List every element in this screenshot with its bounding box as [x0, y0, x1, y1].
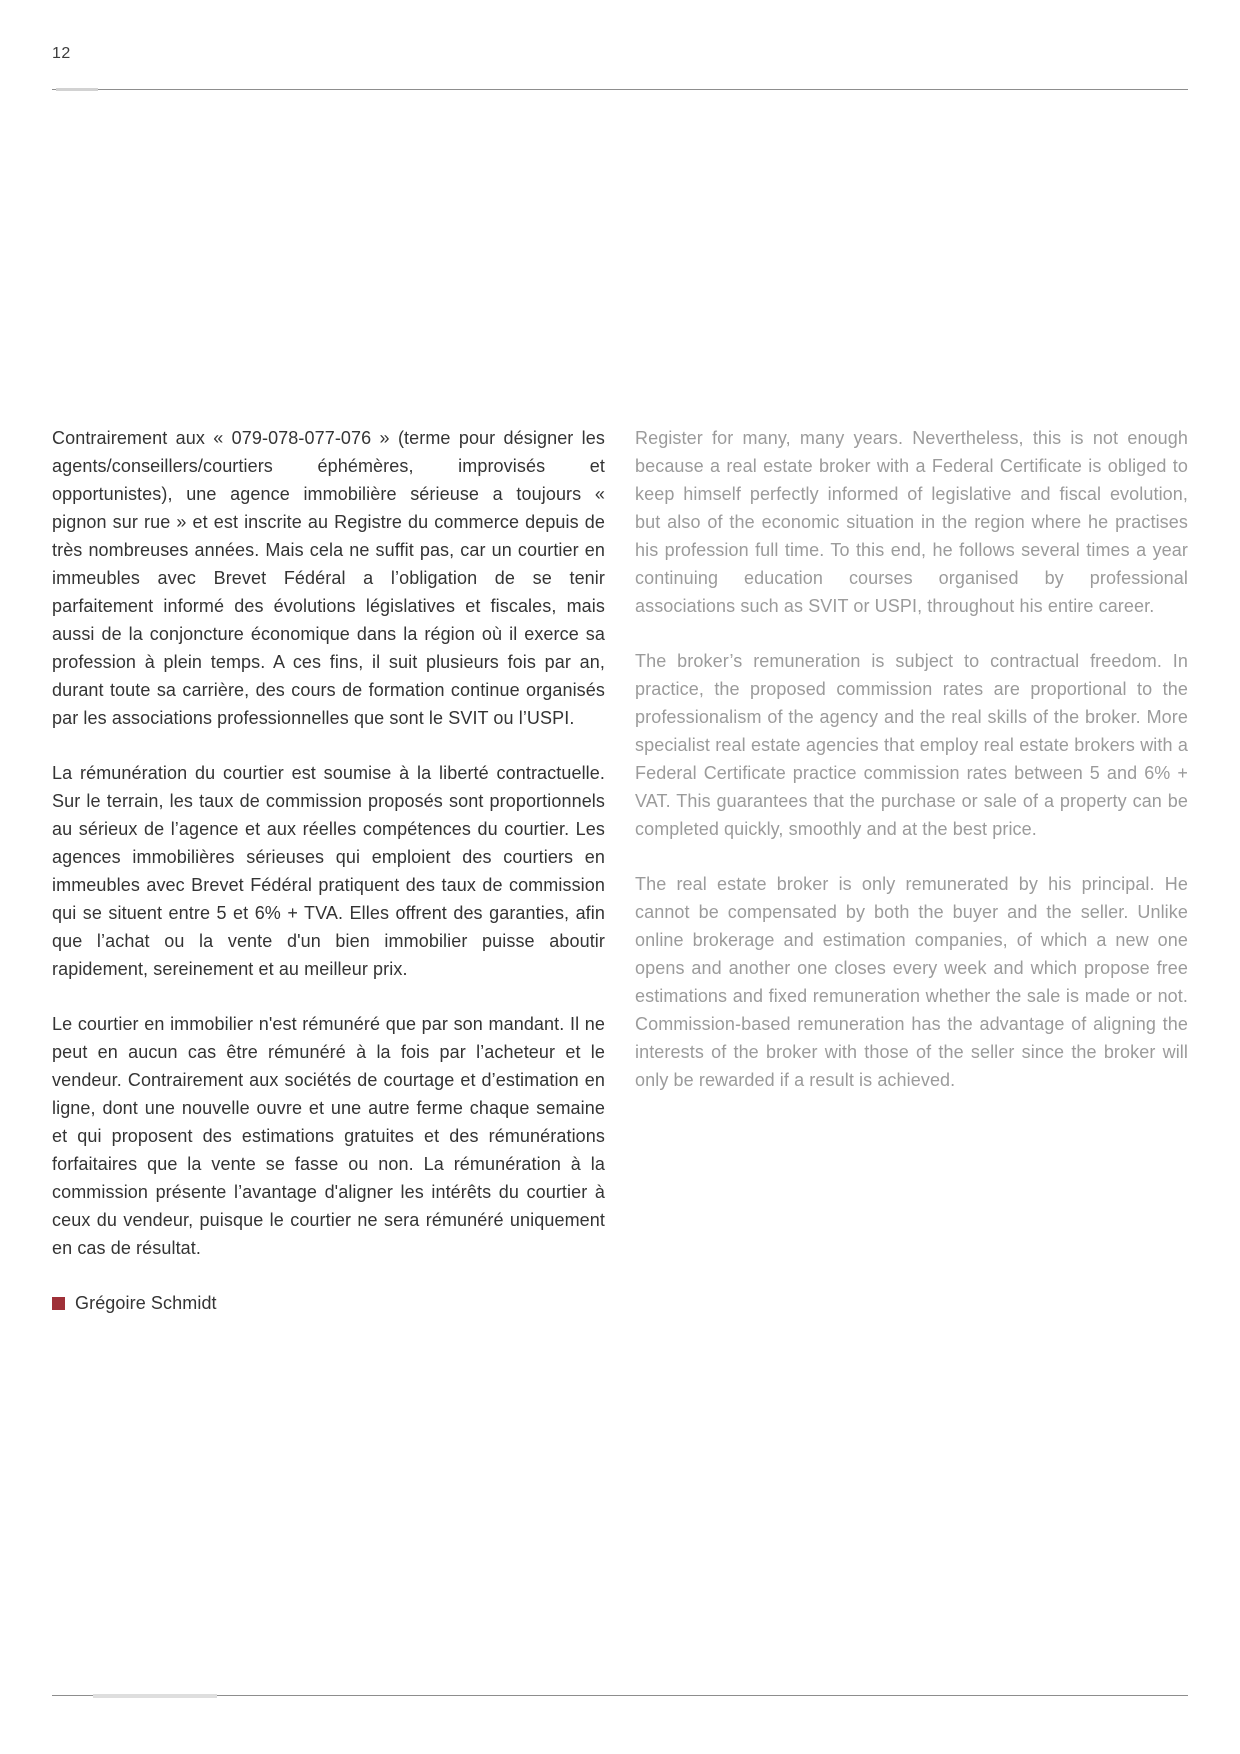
english-paragraph-1: Register for many, many years. Nevertheless, this is not enough because a real estate broker with a Federal Certificate is obliged to keep himself perfectly informed of legislative and fiscal evolution, but also of the economic situation in the region where he practises his profession full time. To this end, he follows several times a year continuing education courses organised by professional associations such as SVIT or USPI, throughout his entire career. [635, 428, 1188, 616]
top-rule [52, 89, 1188, 90]
french-paragraph-3: Le courtier en immobilier n'est rémunéré que par son mandant. Il ne peut en aucun cas être rémunéré à la fois par l’acheteur et le vendeur. Contrairement aux sociétés de courtage et d’estimation en ligne, dont une nouvelle ouvre et une autre ferme chaque semaine et qui proposent des estimations gratuites et des rémunérations forfaitaires que la vente se fasse ou non. La rémunération à la commission présente l’avantage d'aligner les intérêts du courtier à ceux du vendeur, puisque le courtier ne sera rémunéré uniquement en cas de résultat. [52, 1014, 605, 1258]
french-column [52, 424, 605, 1317]
author-bullet-icon [52, 1297, 65, 1310]
author-name: Grégoire Schmidt [75, 1293, 217, 1313]
article-body [52, 424, 1188, 1317]
french-paragraph-1: Contrairement aux « 079-078-077-076 » (terme pour désigner les agents/conseillers/courtiers éphémères, improvisés et opportunistes), une agence immobilière sérieuse a toujours « pignon sur rue » et est inscrite au Registre du commerce depuis de très nombreuses années. Mais cela ne suffit pas, car un courtier en immeubles avec Brevet Fédéral a l’obligation de se tenir parfaitement informé des évolutions législatives et fiscales, mais aussi de la conjoncture économique dans la région où il exerce sa profession à plein temps. A ces fins, il suit plusieurs fois par an, durant toute sa carrière, des cours de formation continue organisés par les associations professionnelles que sont le SVIT ou l’USPI. [52, 428, 605, 728]
page-number: 12 [52, 45, 71, 62]
english-paragraph-3: The real estate broker is only remunerated by his principal. He cannot be compensated by both the buyer and the seller. Unlike online brokerage and estimation companies, of which a new one opens and another one closes every week and which propose free estimations and fixed remuneration whether the sale is made or not. Commission-based remuneration has the advantage of aligning the interests of the broker with those of the seller since the broker will only be rewarded if a result is achieved. [635, 874, 1188, 1090]
bottom-rule [52, 1695, 1188, 1696]
author-line [52, 1289, 605, 1317]
english-paragraph-2: The broker’s remuneration is subject to contractual freedom. In practice, the proposed commission rates are proportional to the professionalism of the agency and the real skills of the broker. More specialist real estate agencies that employ real estate brokers with a Federal Certificate practice commission rates between 5 and 6% + VAT. This guarantees that the purchase or sale of a property can be completed quickly, smoothly and at the best price. [635, 651, 1188, 839]
english-column [635, 424, 1188, 1317]
french-paragraph-2: La rémunération du courtier est soumise à la liberté contractuelle. Sur le terrain, les taux de commission proposés sont proportionnels au sérieux de l’agence et aux réelles compétences du courtier. Les agences immobilières sérieuses qui emploient des courtiers en immeubles avec Brevet Fédéral pratiquent des taux de commission qui se situent entre 5 et 6% + TVA. Elles offrent des garanties, afin que l’achat ou la vente d'un bien immobilier puisse aboutir rapidement, sereinement et au meilleur prix. [52, 763, 605, 979]
bottom-rule-highlight [93, 1694, 217, 1698]
top-rule-highlight [56, 88, 98, 91]
